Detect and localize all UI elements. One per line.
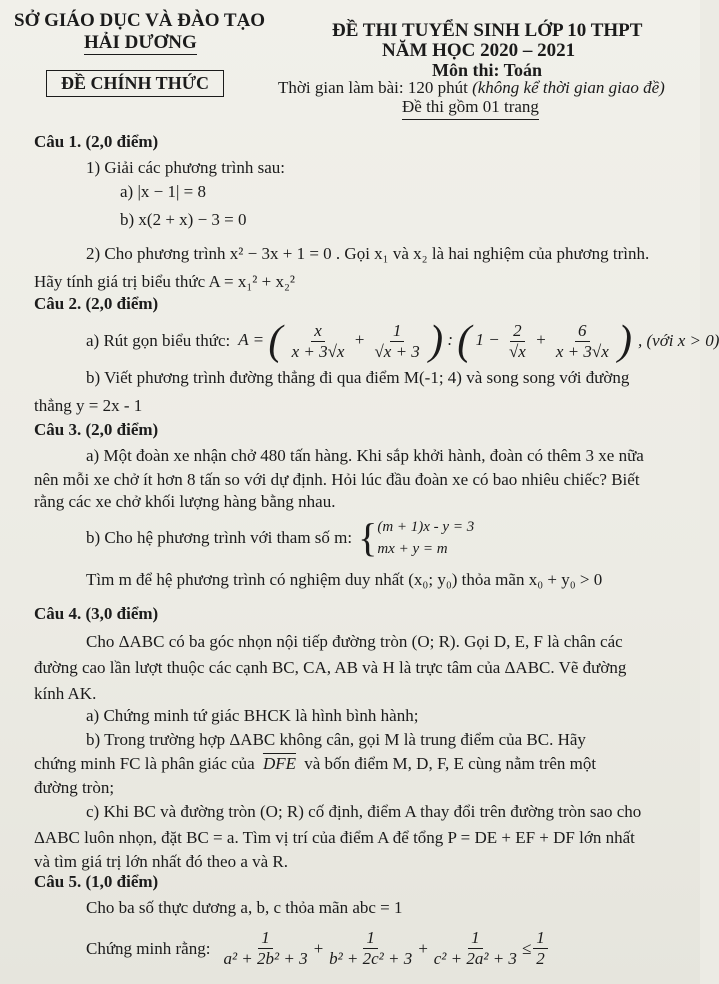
q2-b-line2: thẳng y = 2x - 1	[34, 396, 143, 415]
q2-a-condition: , (với x > 0)	[638, 331, 719, 350]
department-line-2: HẢI DƯƠNG	[84, 32, 197, 53]
time-text: Thời gian làm bài: 120 phút	[278, 78, 468, 97]
q4-title: Câu 4. (3,0 điểm)	[34, 604, 159, 623]
q3-a-line3: rằng các xe chở khối lượng hàng bằng nhau.	[34, 492, 336, 511]
q4-intro-3: kính AK.	[34, 684, 97, 703]
q2-a	[86, 320, 719, 362]
q4-b-line2	[34, 752, 596, 776]
q4-intro-2: đường cao lần lượt thuộc các cạnh BC, CA, AB và H là trực tâm của ΔABC. Vẽ đường	[34, 658, 627, 677]
q3-b	[86, 516, 474, 560]
q3-b-find: Tìm m để hệ phương trình có nghiệm duy nhất (x₀; y₀) thỏa mãn x₀ + y₀ > 0	[86, 570, 603, 589]
q4-c-line3: và tìm giá trị lớn nhất đó theo a và R.	[34, 852, 289, 871]
q4-intro-1: Cho ΔABC có ba góc nhọn nội tiếp đường tròn (O; R). Gọi D, E, F là chân các	[86, 632, 623, 651]
equation-system	[377, 516, 474, 560]
q5-given: Cho ba số thực dương a, b, c thỏa mãn abc = 1	[86, 898, 403, 917]
department-line-1: SỞ GIÁO DỤC VÀ ĐÀO TẠO	[14, 10, 266, 31]
subject: Môn thi: Toán	[432, 60, 543, 80]
q1-part2-cont: Hãy tính giá trị biểu thức A = x₁² + x₂²	[34, 272, 296, 291]
q1-part2: 2) Cho phương trình x² − 3x + 1 = 0 . Gọi x₁ và x₂ là hai nghiệm của phương trình.	[86, 244, 650, 263]
q5-title: Câu 5. (1,0 điểm)	[34, 872, 159, 891]
q1-title: Câu 1. (2,0 điểm)	[34, 132, 159, 151]
q3-title: Câu 3. (2,0 điểm)	[34, 420, 159, 439]
q4-c-line2: ΔABC luôn nhọn, đặt BC = a. Tìm vị trí của điểm A để tổng P = DE + EF + DF lớn nhất	[34, 828, 635, 847]
q3-a-line1: a) Một đoàn xe nhận chở 480 tấn hàng. Khi sắp khởi hành, đoàn có thêm 3 xe nữa	[86, 446, 644, 465]
q2-b-line1: b) Viết phương trình đường thẳng đi qua điểm M(-1; 4) và song song với đường	[86, 368, 630, 387]
q4-b-line2-post: và bốn điểm M, D, F, E cùng nằm trên một	[304, 754, 597, 773]
q5-prove	[86, 928, 550, 969]
q4-b-line2-pre: chứng minh FC là phân giác của	[34, 754, 255, 773]
page-count: Đề thi gồm 01 trang	[402, 95, 539, 120]
time-note: (không kể thời gian giao đề)	[472, 78, 665, 97]
q1-a: a) |x − 1| = 8	[120, 182, 206, 201]
q3-a-line2: nên mỗi xe chở ít hơn 8 tấn so với dự định. Hỏi lúc đầu đoàn xe có bao nhiêu chiếc? Biết	[34, 470, 640, 489]
system-brace: {	[358, 515, 378, 560]
inequality: $\frac{1}{\text{a² + 2b² + 3}}$ + $\frac{1}{\text{b² + 2c² + 3}}$ + $\frac{1}{\text{c² + 2a² + 3}}$ ≤ $\frac{1}{2}$	[218, 928, 549, 969]
q1-part1: 1) Giải các phương trình sau:	[86, 158, 286, 177]
q3-b-label: b) Cho hệ phương trình với tham số m:	[86, 528, 353, 547]
official-stamp: ĐỀ CHÍNH THỨC	[46, 70, 224, 97]
exam-title: ĐỀ THI TUYỂN SINH LỚP 10 THPT	[332, 20, 643, 41]
q2-a-expression: A = ( $\frac{x}{x + 3√x}$ + $\frac{1}{√x + 3}$ ) : ( 1 − $\frac{2}{√x}$ + $\frac{6}{x + 3√x}$ )	[238, 318, 632, 364]
q2-a-label: a) Rút gọn biểu thức:	[86, 331, 231, 350]
system-eq-1: (m + 1)x - y = 3	[377, 519, 475, 535]
q2-title: Câu 2. (2,0 điểm)	[34, 294, 159, 313]
q5-prove-label: Chứng minh rằng:	[86, 938, 211, 958]
q4-c-line1: c) Khi BC và đường tròn (O; R) cố định, điểm A thay đổi trên đường tròn sao cho	[86, 802, 642, 821]
q4-b-line1: b) Trong trường hợp ΔABC không cân, gọi M là trung điểm của BC. Hãy	[86, 730, 586, 749]
school-year: NĂM HỌC 2020 – 2021	[382, 40, 576, 61]
angle-dfe: $\overline{DFE}$	[262, 754, 297, 773]
system-eq-2: mx + y = m	[377, 541, 448, 557]
q4-b-line3: đường tròn;	[34, 778, 115, 797]
q1-b: b) x(2 + x) − 3 = 0	[120, 210, 247, 229]
q4-a: a) Chứng minh tứ giác BHCK là hình bình hành;	[86, 706, 419, 725]
